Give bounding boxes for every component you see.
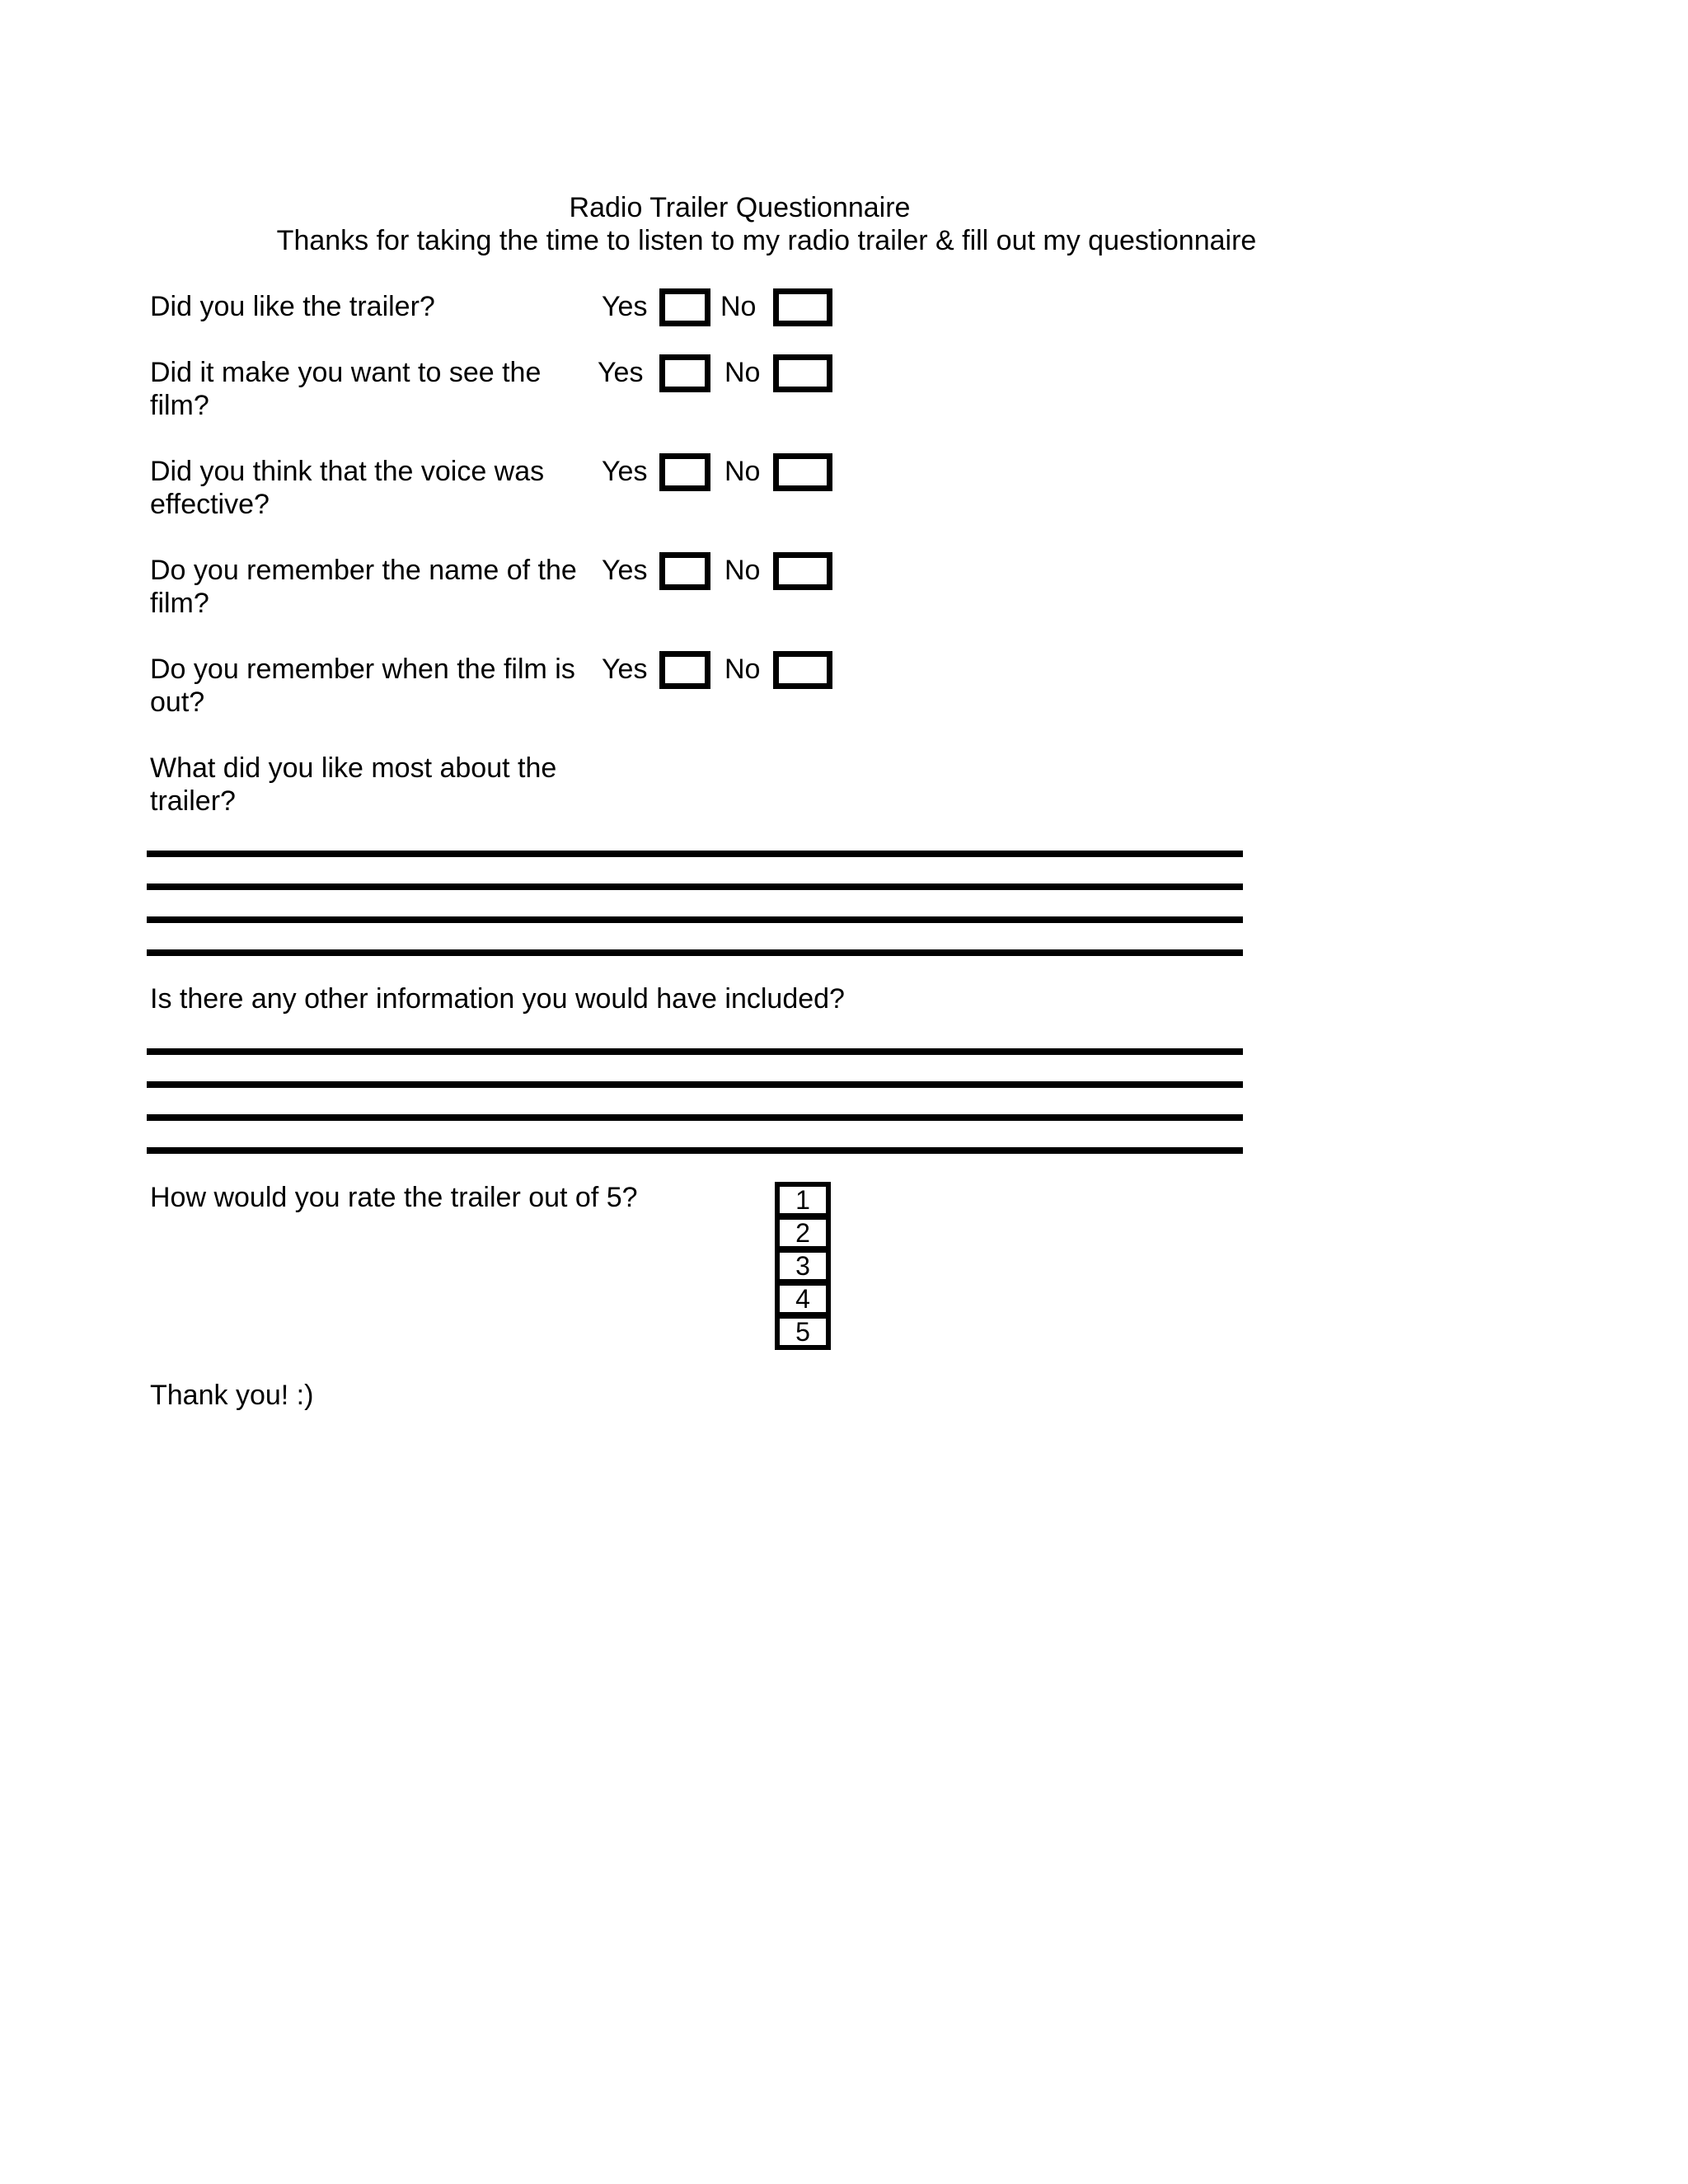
question-4-text: Do you remember the name of the film?	[150, 555, 577, 619]
question-1-text: Did you like the trailer?	[150, 291, 435, 322]
answer-line[interactable]	[147, 949, 1243, 956]
question-5-no-label: No	[724, 654, 761, 685]
answer-line[interactable]	[147, 883, 1243, 890]
page-title: Radio Trailer Questionnaire	[569, 192, 911, 223]
question-3-yes-label: Yes	[602, 456, 648, 487]
rating-option-2[interactable]: 2	[775, 1215, 831, 1251]
question-5-yes-label: Yes	[602, 654, 648, 685]
page-subtitle: Thanks for taking the time to listen to my radio trailer & fill out my questionnaire	[276, 225, 1257, 256]
answer-line[interactable]	[147, 1081, 1243, 1088]
question-4-yes-label: Yes	[602, 555, 648, 586]
question-5-text: Do you remember when the film is out?	[150, 654, 575, 718]
question-3-yes-checkbox[interactable]	[659, 453, 710, 491]
thank-you-text: Thank you! :)	[150, 1380, 314, 1411]
question-4-no-label: No	[724, 555, 761, 586]
open-question-1-text: What did you like most about the trailer?	[150, 752, 557, 817]
answer-line[interactable]	[147, 851, 1243, 857]
answer-line[interactable]	[147, 916, 1243, 923]
question-4-yes-checkbox[interactable]	[659, 552, 710, 590]
question-1-no-label: No	[720, 291, 757, 322]
answer-line[interactable]	[147, 1147, 1243, 1154]
question-3-no-label: No	[724, 456, 761, 487]
question-1-yes-checkbox[interactable]	[659, 288, 710, 326]
answer-line[interactable]	[147, 1114, 1243, 1121]
question-4-no-checkbox[interactable]	[773, 552, 832, 590]
question-3-text: Did you think that the voice was effective?	[150, 456, 545, 520]
question-2-no-checkbox[interactable]	[773, 354, 832, 392]
question-1-yes-label: Yes	[602, 291, 648, 322]
question-2-text: Did it make you want to see the film?	[150, 357, 542, 421]
question-2-yes-checkbox[interactable]	[659, 354, 710, 392]
answer-line[interactable]	[147, 1048, 1243, 1055]
question-3-no-checkbox[interactable]	[773, 453, 832, 491]
rating-option-4[interactable]: 4	[775, 1281, 831, 1317]
rating-option-3[interactable]: 3	[775, 1248, 831, 1284]
question-5-yes-checkbox[interactable]	[659, 651, 710, 689]
question-1-no-checkbox[interactable]	[773, 288, 832, 326]
rating-question-text: How would you rate the trailer out of 5?	[150, 1182, 638, 1213]
question-2-no-label: No	[724, 357, 761, 388]
question-2-yes-label: Yes	[598, 357, 644, 388]
question-5-no-checkbox[interactable]	[773, 651, 832, 689]
open-question-2-text: Is there any other information you would have included?	[150, 983, 845, 1015]
rating-option-5[interactable]: 5	[775, 1314, 831, 1350]
rating-option-1[interactable]: 1	[775, 1182, 831, 1218]
